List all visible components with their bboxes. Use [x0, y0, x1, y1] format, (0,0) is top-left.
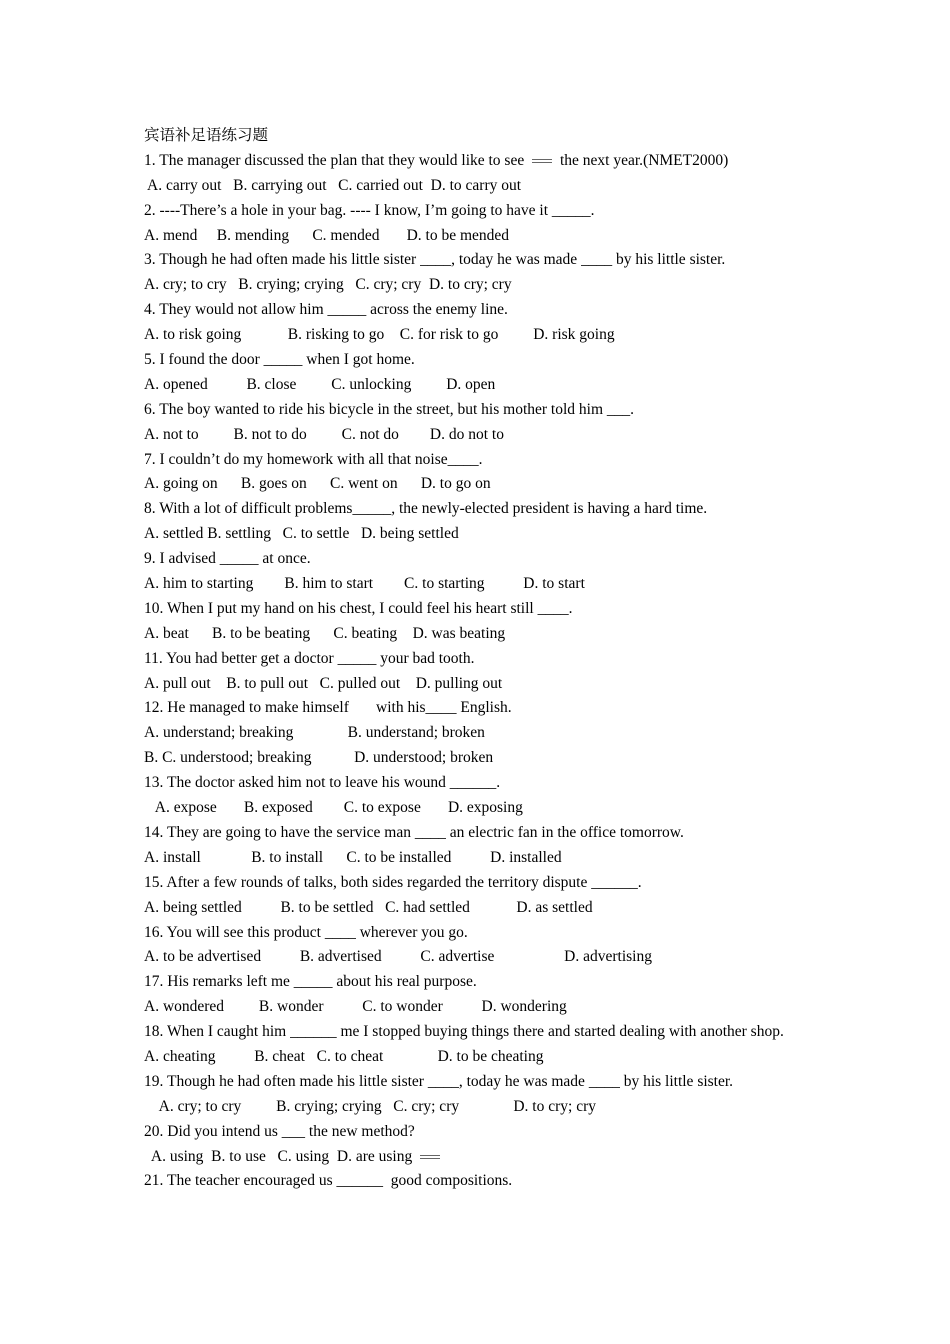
line-text: A. install B. to install C. to be installed D. installed	[144, 848, 562, 866]
line-text: A. him to starting B. him to start C. to starting D. to start	[144, 575, 585, 593]
line-text: 5. I found the door _____ when I got home.	[144, 351, 415, 369]
line-text: A. cry; to cry B. crying; crying C. cry; cry D. to cry; cry	[144, 276, 512, 294]
line-text: A. to risk going B. risking to go C. for risk to go D. risk going	[144, 326, 615, 344]
line-text: 11. You had better get a doctor _____ your bad tooth.	[144, 649, 475, 667]
line-text: 15. After a few rounds of talks, both sides regarded the territory dispute ______.	[144, 873, 642, 891]
line-text: 8. With a lot of difficult problems_____, the newly-elected president is having a hard time.	[144, 500, 708, 518]
line-text: 19. Though he had often made his little sister ____, today he was made ____ by his little sister.	[144, 1072, 734, 1090]
line-text: A. opened B. close C. unlocking D. open	[144, 375, 496, 393]
text-line	[144, 1095, 814, 1120]
line-text: A. to be advertised B. advertised C. advertise D. advertising	[144, 948, 652, 966]
line-text: 9. I advised _____ at once.	[144, 550, 311, 568]
text-line	[144, 1045, 814, 1070]
text-line	[144, 199, 814, 224]
text-line	[144, 771, 814, 796]
line-text: A. settled B. settling C. to settle D. being settled	[144, 525, 459, 543]
text-line	[144, 1020, 814, 1045]
line-text: 18. When I caught him ______ me I stopped buying things there and started dealing with another shop.	[144, 1023, 784, 1041]
text-line	[144, 672, 814, 697]
line-text: 7. I couldn’t do my homework with all that noise____.	[144, 450, 483, 468]
question-list	[144, 149, 814, 1194]
line-text: A. using B. to use C. using D. are using	[144, 1147, 417, 1165]
text-line	[144, 522, 814, 547]
text-line	[144, 1169, 814, 1194]
equals-mark-icon	[530, 156, 554, 166]
line-text: 16. You will see this product ____ wherever you go.	[144, 923, 468, 941]
line-text: A. being settled B. to be settled C. had settled D. as settled	[144, 898, 593, 916]
line-text: A. cry; to cry B. crying; crying C. cry; cry D. to cry; cry	[144, 1097, 596, 1115]
line-text: 20. Did you intend us ___ the new method?	[144, 1122, 415, 1140]
worksheet	[144, 124, 814, 1194]
line-text: B. C. understood; breaking D. understood; broken	[144, 749, 494, 767]
text-line	[144, 597, 814, 622]
line-text: 4. They would not allow him _____ across the enemy line.	[144, 301, 508, 319]
text-line	[144, 273, 814, 298]
line-text: A. pull out B. to pull out C. pulled out D. pulling out	[144, 674, 503, 692]
line-text: 10. When I put my hand on his chest, I could feel his heart still ____.	[144, 599, 573, 617]
line-text: A. beat B. to be beating C. beating D. was beating	[144, 624, 506, 642]
text-line	[144, 896, 814, 921]
text-line	[144, 248, 814, 273]
text-line	[144, 448, 814, 473]
text-line	[144, 149, 814, 174]
text-line	[144, 995, 814, 1020]
line-text: A. not to B. not to do C. not do D. do not to	[144, 425, 504, 443]
text-line	[144, 1070, 814, 1095]
text-line	[144, 970, 814, 995]
line-text: 2. ----There’s a hole in your bag. ---- I know, I’m going to have it _____.	[144, 201, 595, 219]
text-line	[144, 547, 814, 572]
text-line	[144, 497, 814, 522]
line-text: 6. The boy wanted to ride his bicycle in the street, but his mother told him ___.	[144, 400, 635, 418]
text-line	[144, 174, 814, 199]
text-line	[144, 373, 814, 398]
text-line	[144, 821, 814, 846]
text-line	[144, 572, 814, 597]
line-text: 12. He managed to make himself with his____ English.	[144, 699, 512, 717]
line-text: A. cheating B. cheat C. to cheat D. to be cheating	[144, 1047, 544, 1065]
text-line	[144, 472, 814, 497]
text-line	[144, 298, 814, 323]
line-text: A. mend B. mending C. mended D. to be mended	[144, 226, 510, 244]
text-line	[144, 622, 814, 647]
text-line	[144, 1120, 814, 1145]
equals-mark-icon	[418, 1152, 442, 1162]
text-line	[144, 921, 814, 946]
text-line	[144, 846, 814, 871]
text-line	[144, 696, 814, 721]
line-text: A. going on B. goes on C. went on D. to go on	[144, 475, 491, 493]
line-text: 13. The doctor asked him not to leave his wound ______.	[144, 774, 501, 792]
text-line	[144, 323, 814, 348]
line-text: A. carry out B. carrying out C. carried out D. to carry out	[144, 176, 522, 194]
text-line	[144, 945, 814, 970]
line-text: 21. The teacher encouraged us ______ good compositions.	[144, 1172, 513, 1190]
line-text: 1. The manager discussed the plan that they would like to see	[144, 151, 529, 169]
line-text-tail: the next year.(NMET2000)	[556, 151, 729, 169]
text-line	[144, 796, 814, 821]
line-text: A. understand; breaking B. understand; broken	[144, 724, 485, 742]
line-text: 17. His remarks left me _____ about his real purpose.	[144, 973, 477, 991]
line-text: A. expose B. exposed C. to expose D. exposing	[144, 799, 523, 817]
line-text: A. wondered B. wonder C. to wonder D. wondering	[144, 998, 567, 1016]
text-line	[144, 423, 814, 448]
text-line	[144, 871, 814, 896]
text-line	[144, 647, 814, 672]
line-text: 3. Though he had often made his little sister ____, today he was made ____ by his little sister.	[144, 251, 726, 269]
line-text: 14. They are going to have the service man ____ an electric fan in the office tomorrow.	[144, 823, 684, 841]
worksheet-title: 宾语补足语练习题	[144, 127, 269, 144]
text-line	[144, 746, 814, 771]
text-line	[144, 348, 814, 373]
text-line	[144, 721, 814, 746]
text-line	[144, 398, 814, 423]
text-line	[144, 224, 814, 249]
text-line	[144, 1145, 814, 1170]
